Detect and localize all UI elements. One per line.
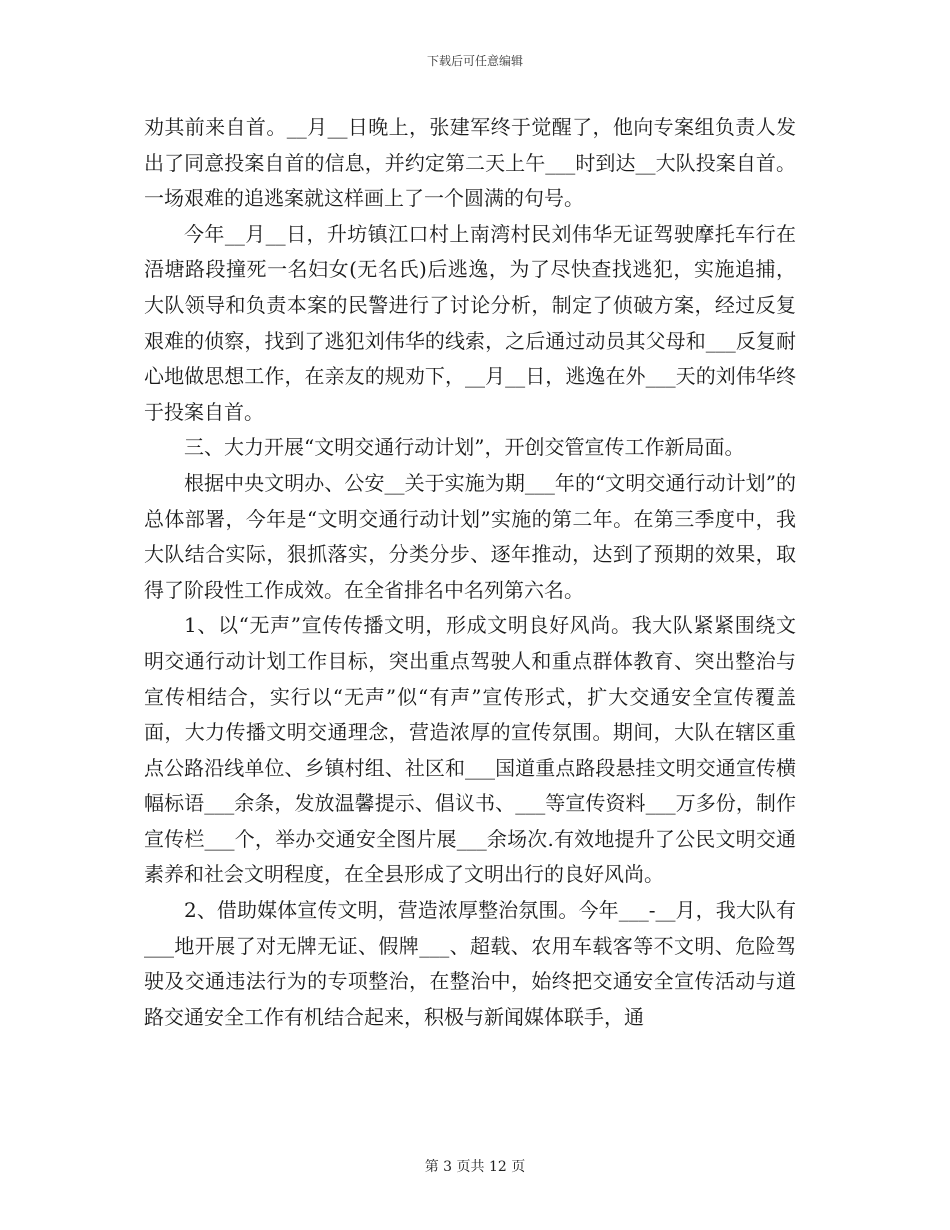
paragraph: 2、借助媒体宣传文明，营造浓厚整治氛围。今年___-__月，我大队有___地开展了对无牌无证、假牌___、超载、农用车载客等不文明、危险驾驶及交通违法行为的专项整治，在整治中，始终把交通安全宣传活动与道路交通安全工作有机结合起来，积极与新闻媒体联手，通	[144, 898, 796, 1029]
paragraph-continuation: 劝其前来自首。__月__日晚上，张建军终于觉醒了，他向专案组负责人发出了同意投案自首的信息，并约定第二天上午___时到达__大队投案自首。一场艰难的追逃案就这样画上了一个圆满的句号。	[144, 115, 796, 211]
paragraph: 今年__月__日，升坊镇江口村上南湾村民刘伟华无证驾驶摩托车行在浯塘路段撞死一名妇女(无名氏)后逃逸，为了尽快查找逃犯，实施追捕，大队领导和负责本案的民警进行了讨论分析，制定了侦破方案，经过反复艰难的侦察，找到了逃犯刘伟华的线索，之后通过动员其父母和___反复耐心地做思想工作，在亲友的规劝下，__月__日，逃逸在外___天的刘伟华终于投案自首。	[144, 221, 796, 424]
section-heading: 三、大力开展“文明交通行动计划”，开创交管宣传工作新局面。	[184, 435, 745, 460]
document-body	[144, 110, 796, 1035]
page-number-footer: 第 3 页共 12 页	[424, 1159, 526, 1175]
page-header-note: 下载后可任意编辑	[426, 54, 523, 68]
paragraph: 根据中央文明办、公安__关于实施为期___年的“文明交通行动计划”的总体部署，今年是“文明交通行动计划”实施的第二年。在第三季度中，我大队结合实际，狠抓落实，分类分步、逐年推动，达到了预期的效果，取得了阶段性工作成效。在全省排名中名列第六名。	[144, 470, 796, 602]
paragraph: 1、以“无声”宣传传播文明，形成文明良好风尚。我大队紧紧围绕文明交通行动计划工作目标，突出重点驾驶人和重点群体教育、突出整治与宣传相结合，实行以“无声”似“有声”宣传形式，扩大交通安全宣传覆盖面，大力传播文明交通理念，营造浓厚的宣传氛围。期间，大队在辖区重点公路沿线单位、乡镇村组、社区和___国道重点路段悬挂文明交通宣传横幅标语___余条，发放温馨提示、倡议书、___等宣传资料___万多份，制作宣传栏___个，举办交通安全图片展___余场次.有效地提升了公民文明交通素养和社会文明程度，在全县形成了文明出行的良好风尚。	[144, 613, 796, 887]
